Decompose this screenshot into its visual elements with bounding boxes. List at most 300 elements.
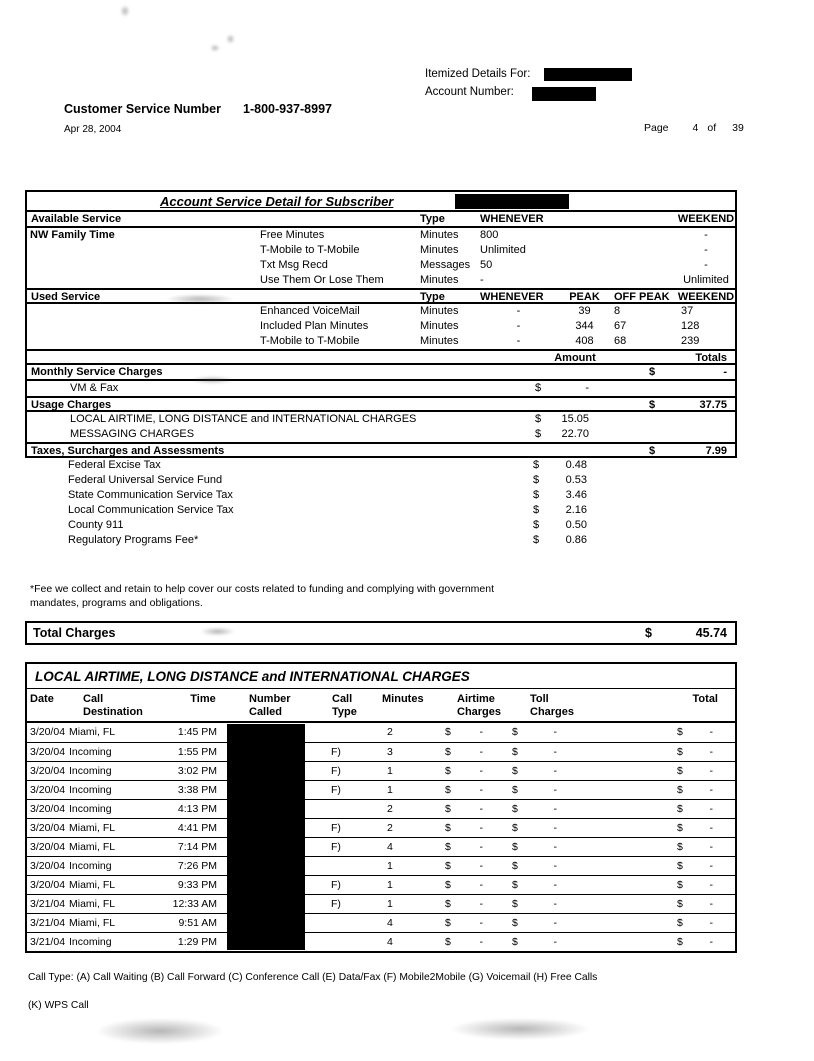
currency-symbol: $	[512, 841, 518, 853]
total-charge-cell	[587, 898, 735, 913]
peak-value: 39	[578, 305, 591, 317]
airtime-charge-cell	[435, 765, 507, 780]
available-service-row	[27, 243, 735, 258]
call-minutes: 2	[387, 726, 393, 738]
call-time: 9:33 PM	[177, 879, 217, 891]
offpeak-value: 67	[614, 320, 627, 332]
weekend-value: 37	[681, 305, 694, 317]
call-destination: Incoming	[69, 765, 112, 777]
call-destination: Miami, FL	[69, 822, 116, 834]
currency-symbol: $	[512, 936, 518, 948]
airtime-charge-cell	[435, 898, 507, 913]
total-charge-cell	[587, 841, 735, 856]
whenever-value: -	[480, 274, 484, 286]
monthly-charges-label: Monthly Service Charges	[31, 366, 163, 378]
service-name: Included Plan Minutes	[260, 320, 369, 332]
toll-charge: -	[553, 765, 557, 777]
call-date: 3/20/04	[30, 765, 66, 777]
tax-item-row	[25, 488, 737, 503]
toll-charge: -	[553, 936, 557, 948]
airtime-charge: -	[479, 822, 483, 834]
tax-item-row	[25, 533, 737, 548]
airtime-charge: -	[479, 917, 483, 929]
available-service-rows	[27, 228, 735, 288]
toll-charge: -	[553, 879, 557, 891]
charge-item-amount: 15.05	[561, 413, 589, 425]
tax-item-row	[25, 518, 737, 533]
toll-charge: -	[553, 841, 557, 853]
whenever-value: -	[516, 305, 521, 317]
tax-items	[25, 458, 737, 548]
currency-symbol: $	[677, 898, 683, 910]
offpeak-header: OFF PEAK	[614, 291, 670, 303]
scan-artifact	[210, 44, 220, 52]
currency-symbol: $	[445, 898, 451, 910]
toll-charge-cell	[507, 879, 587, 894]
amount-header: Amount	[554, 352, 596, 364]
call-table-header-cell: Date	[30, 693, 54, 705]
call-time: 7:26 PM	[177, 860, 217, 872]
currency-symbol: $	[677, 726, 683, 738]
call-minutes: 1	[387, 898, 393, 910]
whenever-value: 50	[480, 259, 493, 271]
total-charge-cell	[587, 936, 735, 951]
currency-symbol: $	[445, 726, 451, 738]
service-name: T-Mobile to T-Mobile	[260, 244, 360, 256]
call-row	[27, 913, 735, 932]
airtime-charge: -	[479, 765, 483, 777]
call-type	[327, 726, 375, 742]
charge-item-amount: 22.70	[561, 428, 589, 440]
call-time: 4:13 PM	[177, 803, 217, 815]
charge-item-row	[27, 412, 735, 427]
call-minutes: 2	[387, 822, 393, 834]
tax-item-amount: 2.16	[565, 504, 587, 516]
currency-symbol: $	[535, 413, 542, 425]
total-charge: -	[709, 898, 713, 910]
currency-symbol: $	[533, 474, 540, 486]
service-type: Messages	[420, 259, 471, 271]
call-minutes: 3	[387, 746, 393, 758]
peak-value: 408	[575, 335, 594, 347]
toll-charge-cell	[507, 746, 587, 761]
call-minutes: 4	[387, 841, 393, 853]
monthly-charge-items	[27, 381, 735, 396]
used-service-row	[27, 319, 735, 334]
toll-charge-cell	[507, 822, 587, 837]
whenever-value: -	[516, 335, 521, 347]
available-service-row	[27, 273, 735, 288]
airtime-charge-cell	[435, 784, 507, 799]
totals-header: Totals	[695, 352, 727, 364]
total-charges-row	[25, 621, 737, 645]
of-label: of	[707, 122, 717, 134]
tax-item-row	[25, 473, 737, 488]
call-date: 3/20/04	[30, 822, 66, 834]
currency-symbol: $	[649, 399, 656, 411]
currency-symbol: $	[445, 822, 451, 834]
weekend-value: Unlimited	[683, 274, 729, 286]
offpeak-value: 8	[614, 305, 621, 317]
call-minutes: 4	[387, 936, 393, 948]
airtime-charge: -	[479, 936, 483, 948]
currency-symbol: $	[445, 917, 451, 929]
airtime-charge: -	[479, 746, 483, 758]
currency-symbol: $	[645, 626, 652, 640]
type-header: Type	[420, 291, 445, 303]
whenever-value: 800	[480, 229, 499, 241]
call-date: 3/20/04	[30, 879, 66, 891]
currency-symbol: $	[445, 936, 451, 948]
available-service-row	[27, 228, 735, 243]
tax-item-name: Federal Excise Tax	[68, 459, 161, 471]
page-number: 4	[692, 122, 699, 134]
call-destination: Miami, FL	[69, 726, 116, 738]
toll-charge: -	[553, 746, 557, 758]
toll-charge: -	[553, 726, 557, 738]
amount-totals-header-row	[27, 349, 735, 365]
used-service-row	[27, 304, 735, 319]
airtime-charge-cell	[435, 803, 507, 818]
currency-symbol: $	[677, 841, 683, 853]
currency-symbol: $	[533, 489, 540, 501]
page-label: Page	[644, 122, 669, 134]
redacted-subscriber-name	[544, 68, 632, 81]
currency-symbol: $	[677, 822, 683, 834]
call-time: 9:51 AM	[178, 917, 217, 929]
call-destination: Miami, FL	[69, 879, 116, 891]
wps-call-legend: (K) WPS Call	[28, 1000, 89, 1011]
call-time: 3:02 PM	[177, 765, 217, 777]
call-date: 3/20/04	[30, 841, 66, 853]
tax-item-name: Federal Universal Service Fund	[68, 474, 223, 486]
call-destination: Incoming	[69, 746, 112, 758]
toll-charge-cell	[507, 841, 587, 856]
weekend-value: -	[704, 229, 708, 241]
total-charges-label: Total Charges	[33, 626, 116, 640]
call-table-title: LOCAL AIRTIME, LONG DISTANCE and INTERNATIONAL CHARGES	[27, 664, 735, 689]
total-charge: -	[709, 784, 713, 796]
taxes-surcharges-row	[27, 442, 735, 458]
call-table-header-cell: Minutes	[382, 693, 424, 705]
call-row	[27, 723, 735, 742]
weekend-header: WEEKEND	[677, 213, 735, 225]
call-type	[327, 803, 375, 818]
call-destination: Miami, FL	[69, 898, 116, 910]
total-pages: 39	[732, 122, 744, 134]
call-minutes: 1	[387, 860, 393, 872]
tax-item-name: County 911	[68, 519, 124, 531]
call-time: 1:55 PM	[177, 746, 217, 758]
call-table-header-cell: Time	[190, 693, 216, 705]
total-charge-cell	[587, 822, 735, 837]
account-service-detail-table	[25, 190, 737, 548]
charge-item-amount: -	[585, 382, 589, 394]
available-service-header-row	[27, 212, 735, 228]
scan-artifact	[120, 5, 130, 17]
total-charge: -	[709, 860, 713, 872]
itemized-details-block	[425, 66, 632, 101]
tax-item-name: Regulatory Programs Fee*	[68, 534, 199, 546]
service-type: Minutes	[420, 305, 459, 317]
currency-symbol: $	[533, 459, 540, 471]
toll-charge-cell	[507, 803, 587, 818]
tax-item-name: Local Communication Service Tax	[68, 504, 234, 516]
call-row	[27, 837, 735, 856]
airtime-charge-cell	[435, 936, 507, 951]
call-time: 1:45 PM	[177, 726, 217, 738]
itemized-details-label: Itemized Details For:	[425, 68, 531, 80]
toll-charge-cell	[507, 917, 587, 932]
total-charge: -	[709, 917, 713, 929]
currency-symbol: $	[677, 746, 683, 758]
currency-symbol: $	[512, 898, 518, 910]
currency-symbol: $	[533, 534, 540, 546]
service-name: Use Them Or Lose Them	[260, 274, 384, 286]
peak-header: PEAK	[569, 291, 600, 303]
call-destination: Miami, FL	[69, 917, 116, 929]
charge-item-row	[27, 427, 735, 442]
call-destination: Incoming	[69, 936, 112, 948]
currency-symbol: $	[512, 803, 518, 815]
airtime-charge: -	[479, 860, 483, 872]
weekend-value: 128	[681, 320, 700, 332]
total-charge-cell	[587, 860, 735, 875]
monthly-total: -	[723, 366, 727, 378]
customer-service-label: Customer Service Number	[64, 102, 222, 116]
currency-symbol: $	[677, 784, 683, 796]
call-type	[327, 936, 375, 951]
airtime-charge: -	[479, 879, 483, 891]
service-type: Minutes	[420, 229, 459, 241]
total-charge-cell	[587, 746, 735, 761]
toll-charge: -	[553, 822, 557, 834]
toll-charge-cell	[507, 936, 587, 951]
type-header: Type	[420, 213, 445, 225]
call-type: F)	[331, 746, 341, 758]
airtime-charge: -	[479, 841, 483, 853]
plan-group-label: NW Family Time	[30, 229, 115, 241]
service-name: T-Mobile to T-Mobile	[260, 335, 360, 347]
airtime-charge: -	[479, 898, 483, 910]
call-table-header-cell: Number Called	[249, 693, 291, 718]
currency-symbol: $	[512, 726, 518, 738]
currency-symbol: $	[677, 936, 683, 948]
currency-symbol: $	[445, 784, 451, 796]
call-row	[27, 761, 735, 780]
redacted-account-number	[532, 87, 596, 101]
call-date: 3/20/04	[30, 803, 66, 815]
call-type: F)	[331, 898, 341, 910]
call-row	[27, 875, 735, 894]
total-charge: -	[709, 803, 713, 815]
currency-symbol: $	[677, 879, 683, 891]
currency-symbol: $	[677, 860, 683, 872]
toll-charge: -	[553, 860, 557, 872]
weekend-value: 239	[681, 335, 700, 347]
total-charge: -	[709, 765, 713, 777]
call-time: 3:38 PM	[177, 784, 217, 796]
toll-charge-cell	[507, 765, 587, 780]
call-minutes: 4	[387, 917, 393, 929]
total-charge: -	[709, 936, 713, 948]
tax-item-amount: 0.48	[565, 459, 587, 471]
currency-symbol: $	[445, 841, 451, 853]
service-type: Minutes	[420, 274, 459, 286]
call-time: 7:14 PM	[177, 841, 217, 853]
tax-item-amount: 3.46	[565, 489, 587, 501]
currency-symbol: $	[512, 917, 518, 929]
page-indicator	[644, 122, 744, 134]
call-detail-table	[25, 662, 737, 953]
currency-symbol: $	[512, 879, 518, 891]
charge-item-row	[27, 381, 735, 396]
used-service-label: Used Service	[31, 291, 101, 303]
tax-item-amount: 0.50	[565, 519, 587, 531]
call-date: 3/20/04	[30, 784, 66, 796]
airtime-charge-cell	[435, 726, 507, 742]
total-charge: -	[709, 822, 713, 834]
currency-symbol: $	[533, 519, 540, 531]
currency-symbol: $	[677, 803, 683, 815]
peak-value: 344	[575, 320, 594, 332]
currency-symbol: $	[649, 445, 656, 457]
call-type	[327, 917, 375, 932]
toll-charge: -	[553, 917, 557, 929]
total-charge-cell	[587, 879, 735, 894]
call-type: F)	[331, 765, 341, 777]
airtime-charge-cell	[435, 879, 507, 894]
airtime-charge-cell	[435, 917, 507, 932]
tax-item-row	[25, 458, 737, 473]
usage-total: 37.75	[699, 399, 727, 411]
call-type: F)	[331, 822, 341, 834]
call-table-header-cell: Toll Charges	[530, 693, 575, 718]
customer-service-number: 1-800-937-8997	[243, 102, 332, 116]
currency-symbol: $	[445, 803, 451, 815]
total-charge-cell	[587, 765, 735, 780]
toll-charge-cell	[507, 860, 587, 875]
currency-symbol: $	[512, 822, 518, 834]
toll-charge-cell	[507, 784, 587, 799]
scan-artifact	[226, 34, 235, 44]
call-table-header-cell: Total	[692, 693, 718, 705]
call-row	[27, 742, 735, 761]
service-name: Free Minutes	[260, 229, 325, 241]
toll-charge: -	[553, 898, 557, 910]
service-name: Enhanced VoiceMail	[260, 305, 360, 317]
toll-charge: -	[553, 784, 557, 796]
weekend-header: WEEKEND	[677, 291, 735, 303]
call-time: 4:41 PM	[177, 822, 217, 834]
call-date: 3/21/04	[30, 898, 66, 910]
whenever-value: -	[516, 320, 521, 332]
currency-symbol: $	[649, 366, 656, 378]
call-row	[27, 894, 735, 913]
call-minutes: 1	[387, 765, 393, 777]
airtime-charge-cell	[435, 860, 507, 875]
account-detail-title: Account Service Detail for Subscriber	[160, 194, 394, 209]
currency-symbol: $	[533, 504, 540, 516]
call-row	[27, 799, 735, 818]
currency-symbol: $	[535, 428, 542, 440]
call-table-header-row	[27, 689, 735, 723]
total-charge-cell	[587, 726, 735, 742]
call-table-header-cell: Call Type	[332, 693, 357, 718]
toll-charge-cell	[507, 726, 587, 742]
call-row	[27, 818, 735, 837]
service-type: Minutes	[420, 335, 459, 347]
taxes-label: Taxes, Surcharges and Assessments	[31, 445, 225, 457]
currency-symbol: $	[677, 765, 683, 777]
airtime-charge: -	[479, 784, 483, 796]
currency-symbol: $	[445, 746, 451, 758]
currency-symbol: $	[445, 765, 451, 777]
call-row	[27, 856, 735, 875]
call-time: 12:33 AM	[172, 898, 217, 910]
total-charge-cell	[587, 803, 735, 818]
call-table-header-cell: Call Destination	[83, 693, 143, 718]
airtime-charge-cell	[435, 822, 507, 837]
currency-symbol: $	[677, 917, 683, 929]
call-destination: Miami, FL	[69, 841, 116, 853]
call-destination: Incoming	[69, 784, 112, 796]
tax-item-row	[25, 503, 737, 518]
whenever-header: WHENEVER	[480, 213, 544, 225]
airtime-charge-cell	[435, 746, 507, 761]
call-minutes: 1	[387, 784, 393, 796]
airtime-charge: -	[479, 726, 483, 738]
service-type: Minutes	[420, 320, 459, 332]
statement-date: Apr 28, 2004	[64, 124, 122, 135]
airtime-charge-cell	[435, 841, 507, 856]
tax-item-amount: 0.86	[565, 534, 587, 546]
call-row	[27, 780, 735, 799]
total-charge: -	[709, 746, 713, 758]
total-charges-amount: 45.74	[695, 626, 727, 640]
used-service-row	[27, 334, 735, 349]
call-date: 3/21/04	[30, 936, 66, 948]
account-detail-title-row	[27, 192, 735, 212]
call-time: 1:29 PM	[177, 936, 217, 948]
customer-service-block	[64, 102, 332, 116]
call-rows	[27, 723, 735, 951]
currency-symbol: $	[445, 860, 451, 872]
call-date: 3/21/04	[30, 917, 66, 929]
service-name: Txt Msg Recd	[260, 259, 328, 271]
regulatory-fee-footnote: *Fee we collect and retain to help cover our costs related to funding and complying with government mandates, programs and obligations.	[30, 583, 495, 609]
call-table-header-cell: Airtime Charges	[457, 693, 502, 718]
usage-charge-items	[27, 412, 735, 442]
call-destination: Incoming	[69, 860, 112, 872]
weekend-value: -	[704, 259, 708, 271]
currency-symbol: $	[512, 860, 518, 872]
call-type	[327, 860, 375, 875]
available-service-row	[27, 258, 735, 273]
toll-charge: -	[553, 803, 557, 815]
usage-charges-row	[27, 396, 735, 412]
currency-symbol: $	[512, 746, 518, 758]
whenever-header: WHENEVER	[480, 291, 544, 303]
currency-symbol: $	[535, 382, 542, 394]
total-charge: -	[709, 879, 713, 891]
scan-artifact	[95, 1018, 225, 1044]
call-date: 3/20/04	[30, 860, 66, 872]
airtime-charge: -	[479, 803, 483, 815]
usage-charges-label: Usage Charges	[31, 399, 112, 411]
account-number-label: Account Number:	[425, 86, 514, 98]
currency-symbol: $	[445, 879, 451, 891]
